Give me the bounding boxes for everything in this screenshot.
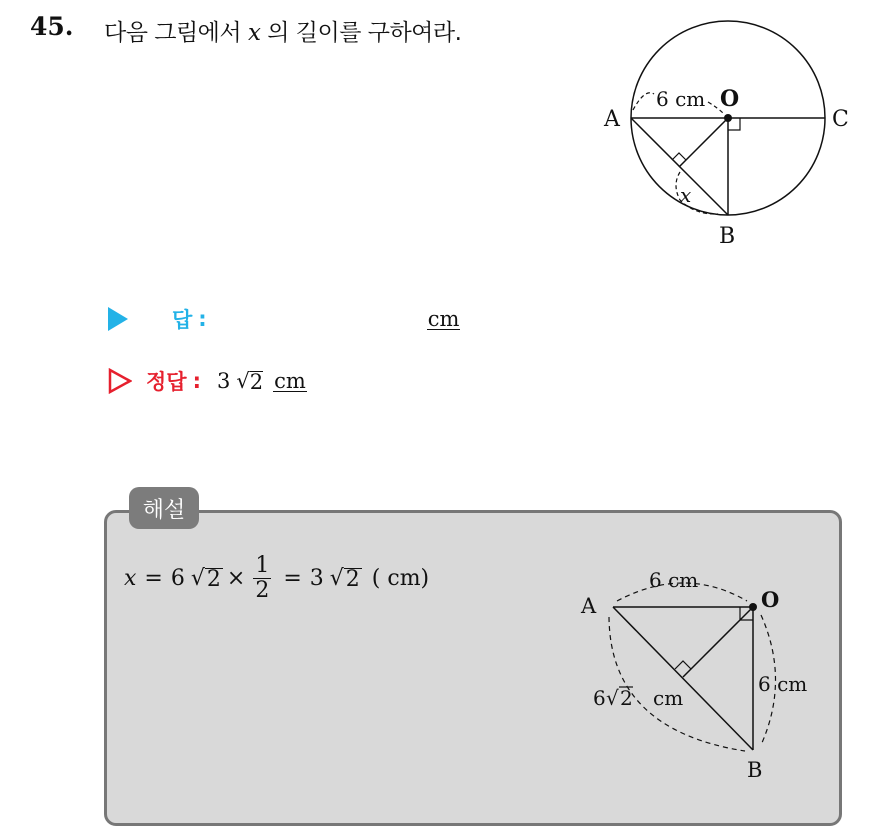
correct-value: 3 √ 2 [216,369,264,394]
formula-eq1: = [144,566,163,591]
question-text-after: 의 길이를 구하여라. [267,20,462,46]
correct-answer-row [108,366,307,396]
label-c: C [832,107,849,132]
label-b: B [719,224,736,249]
play-outline-icon [108,368,132,394]
correct-coef: 3 [216,369,231,393]
exp-right-angle-foot [675,661,691,669]
question-text [104,14,461,47]
exp-perp [683,607,753,677]
formula-fraction [253,554,271,603]
formula-unit: ( cm) [371,566,430,591]
center-point-o [724,114,732,122]
label-radius: 6 cm [656,87,706,111]
right-angle-foot [672,153,686,160]
circle-figure [600,10,860,250]
exp-label-a: A [581,594,597,618]
formula-sqrt-a: √ 2 [190,566,221,592]
correct-label: 정답 [146,370,187,394]
formula-lhs: x [124,566,137,591]
correct-radicand: 2 [249,369,264,394]
formula-times: × [226,566,246,591]
formula-a-rad: 2 [206,567,221,592]
label-o: O [720,86,740,112]
answer-colon: : [198,307,207,331]
formula-den: 2 [255,578,270,603]
exp-label-right: 6 cm [758,672,808,696]
formula-num: 1 [255,553,270,578]
question-number: 45. [30,12,74,41]
answer-unit: cm [427,306,460,331]
exp-label-hyp-coef: 6 [593,686,606,710]
explanation-tag: 해설 [129,487,199,529]
exp-label-hyp-rad: 2 [620,686,633,710]
formula-sqrt-b: √ 2 [329,566,360,592]
correct-unit: cm [274,368,306,393]
answer-label: 답 [172,308,193,332]
exp-label-hyp-root: √ [606,686,619,710]
correct-colon: : [192,369,201,393]
label-a: A [604,107,620,132]
question-text-before: 다음 그림에서 [104,20,242,46]
answer-row [108,304,460,334]
formula-b-rad: 2 [345,567,360,592]
play-arrow-icon [108,307,128,331]
exp-dash-hyp [609,617,745,751]
label-x: x [680,183,692,207]
exp-label-o: O [761,587,780,612]
formula-b: 3 [309,566,324,591]
radius-dash-arc [633,93,654,110]
formula-eq2: = [283,566,302,591]
exp-label-b: B [747,758,763,782]
exp-center-o [749,603,757,611]
exp-label-top: 6 cm [649,568,699,592]
explanation-formula [124,554,429,603]
exp-label-hyp-unit: cm [653,686,684,710]
explanation-figure [575,565,815,785]
formula-a: 6 [170,566,185,591]
answer-input[interactable] [207,306,427,332]
question-variable: x [247,20,261,46]
